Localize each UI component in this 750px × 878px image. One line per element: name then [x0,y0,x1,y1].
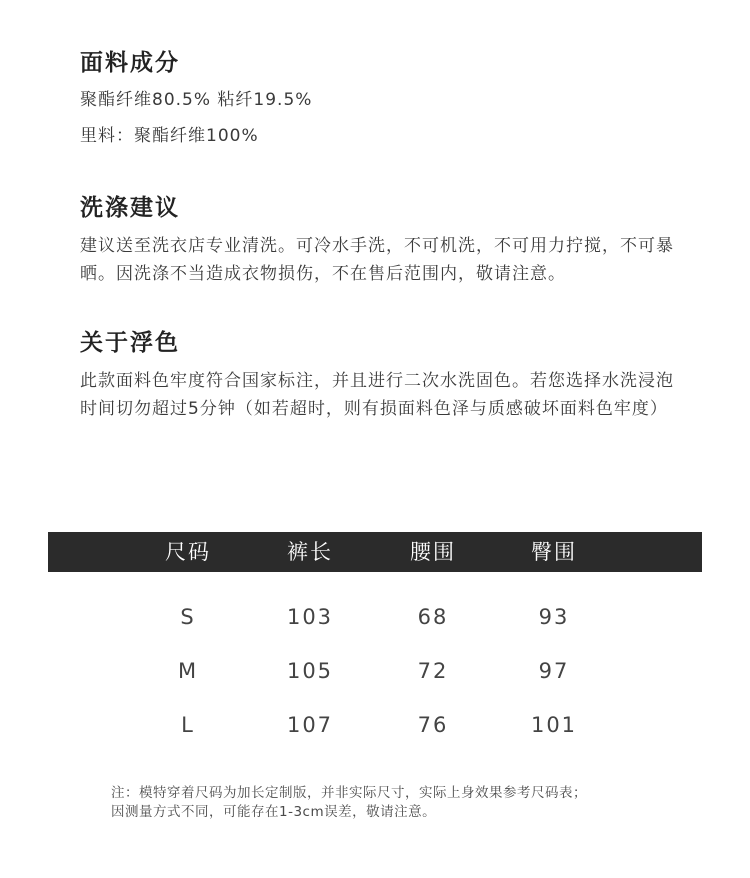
table-row [48,705,702,745]
cell-waist: 76 [417,713,449,737]
washing-title: 洗涤建议 [80,195,180,221]
lining-composition: 里料：聚酯纤维100% [80,126,259,146]
note-line-1: 注：模特穿着尺码为加长定制版，并非实际尺寸，实际上身效果参考尺码表； [111,785,587,801]
fabric-title: 面料成分 [80,50,180,76]
washing-text: 建议送至洗衣店专业清洗。可冷水手洗，不可机洗，不可用力拧搅，不可暴晒。因洗涤不当造成衣物损伤，不在售后范围内，敬请注意。 [80,236,674,284]
fabric-section [80,48,700,150]
cell-waist: 68 [417,605,449,629]
header-length: 裤长 [287,540,333,564]
cell-size: L [181,713,195,737]
cell-waist: 72 [417,659,449,683]
cell-hip: 101 [530,713,578,737]
cell-size: M [177,659,199,683]
fabric-composition: 聚酯纤维80.5% 粘纤19.5% [80,90,313,110]
size-table-header [48,532,702,572]
size-table [48,532,702,737]
fading-title: 关于浮色 [80,330,180,356]
header-hip: 臀围 [531,540,577,564]
fading-text: 此款面料色牢度符合国家标注，并且进行二次水洗固色。若您选择水洗浸泡时间切勿超过5分钟（如若超时，则有损面料色泽与质感破坏面料色牢度） [80,371,674,419]
fading-section [80,328,700,423]
header-size: 尺码 [165,540,211,564]
cell-length: 105 [286,659,334,683]
note-line-2: 因测量方式不同，可能存在1-3cm误差，敬请注意。 [111,804,437,820]
table-row [48,651,702,691]
table-row [48,597,702,637]
cell-length: 107 [286,713,334,737]
cell-hip: 97 [538,659,570,683]
header-waist: 腰围 [410,540,456,564]
cell-length: 103 [286,605,334,629]
cell-size: S [180,605,196,629]
size-note [111,784,691,822]
cell-hip: 93 [538,605,570,629]
washing-section [80,193,700,288]
